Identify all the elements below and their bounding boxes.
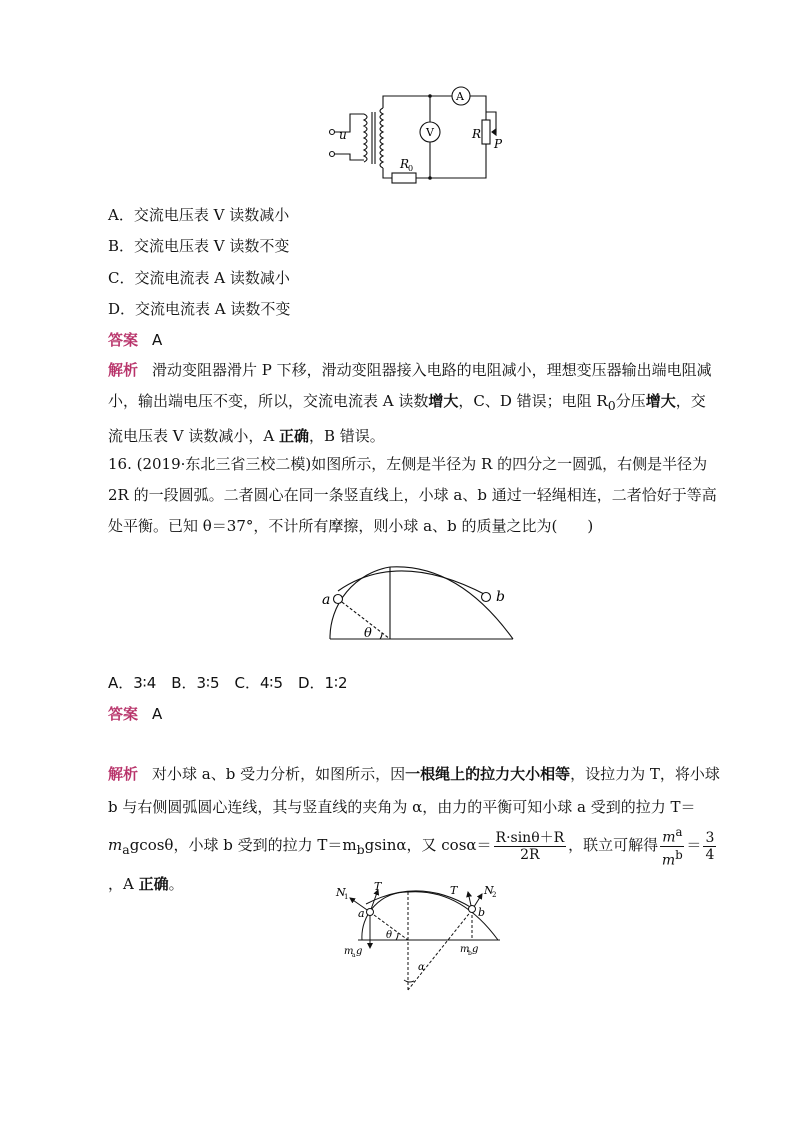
label-mbg: m <box>460 944 470 955</box>
q15-option-a: A．交流电压表 V 读数减小 <box>108 206 290 224</box>
fraction-numerator: 3 <box>705 829 715 846</box>
fraction-sup: b <box>675 847 683 862</box>
arc-figure <box>318 555 518 645</box>
q15-option-d: D．交流电流表 A 读数不变 <box>108 300 291 318</box>
analysis-text: gcosθ，小球 b 受到的拉力 T＝m <box>129 836 357 855</box>
analysis-text: gsinα，又 cosα＝ <box>364 836 492 855</box>
label-mag: m <box>344 946 354 957</box>
q15-analysis <box>108 355 720 452</box>
label-P: P <box>494 137 503 151</box>
label-R: R <box>472 127 482 141</box>
label-alpha: α <box>418 962 425 973</box>
analysis-text: ，B 错误。 <box>309 427 385 445</box>
force-diagram <box>330 880 510 995</box>
analysis-text: ，A <box>108 875 139 894</box>
analysis-sub: b <box>356 842 365 858</box>
label-voltmeter: V <box>426 126 434 139</box>
analysis-label: 解析 <box>108 765 139 783</box>
label-b: b <box>496 589 505 605</box>
label-ammeter: A <box>456 90 464 103</box>
label-u: u <box>339 128 347 142</box>
fraction-mass-ratio <box>660 824 684 868</box>
fraction-denominator: 2R <box>520 846 540 863</box>
label-N2: N <box>484 884 494 897</box>
analysis-text: ，设拉力为 T，将小球 b 与右侧圆弧圆心连线，其与竖直线的夹角为 α，由力的平衡可知小球 a 受到的拉力 T＝ <box>108 765 720 816</box>
analysis-text: ＝ <box>686 836 702 855</box>
fraction-sup: a <box>675 825 683 839</box>
analysis-emphasis: 增大 <box>645 392 676 410</box>
label-T-b: T <box>450 884 458 897</box>
fraction-result <box>703 830 716 863</box>
answer-value: A <box>152 331 163 349</box>
label-mbg-g: g <box>472 944 479 955</box>
fraction-cos-alpha <box>494 830 567 863</box>
analysis-text: 。 <box>168 875 184 894</box>
label-N2-sub: 2 <box>492 891 497 899</box>
label-N1-sub: 1 <box>344 893 349 901</box>
fraction-numerator <box>660 824 684 847</box>
q15-option-b: B．交流电压表 V 读数不变 <box>108 237 290 255</box>
label-theta: θ <box>364 626 372 641</box>
q16-answer <box>108 704 162 724</box>
q15-answer <box>108 330 162 350</box>
analysis-text: m <box>108 836 123 855</box>
fraction-text: m <box>662 829 676 846</box>
analysis-text: ，C、D 错误；电阻 R <box>458 392 608 410</box>
analysis-emphasis: 正确 <box>278 427 309 445</box>
analysis-sub: 0 <box>607 398 616 413</box>
label-theta: θ <box>386 930 393 941</box>
q15-option-c: C．交流电流表 A 读数减小 <box>108 269 290 287</box>
label-mag-sub: a <box>352 952 356 959</box>
label-T-a: T <box>374 880 382 893</box>
label-N1: N <box>336 886 346 899</box>
label-R0-sub: 0 <box>408 164 414 173</box>
answer-label: 答案 <box>108 331 139 349</box>
label-mag-g: g <box>356 946 363 957</box>
label-a: a <box>358 907 365 920</box>
answer-label: 答案 <box>108 705 139 723</box>
analysis-sub: a <box>122 842 130 858</box>
analysis-text: 对小球 a、b 受力分析，如图所示，因 <box>152 765 406 783</box>
analysis-label: 解析 <box>108 361 139 379</box>
label-mbg-sub: b <box>468 950 472 957</box>
analysis-emphasis: 正确 <box>138 875 169 894</box>
fraction-text: m <box>661 852 676 869</box>
analysis-emphasis: 一根绳上的拉力大小相等 <box>405 765 571 783</box>
q16-stem: 16. (2019·东北三省三校二模)如图所示，左侧是半径为 R 的四分之一圆弧，右侧是半径为 2R 的一段圆弧。二者圆心在同一条竖直线上，小球 a、b 通过一轻绳相连，二者恰好于等高处平衡。已知 θ＝37°，不计所有摩擦，则小球 a、b 的质量之比为( ) <box>108 455 717 535</box>
analysis-text: ，联立可解得 <box>568 836 659 855</box>
label-a: a <box>322 592 331 608</box>
fraction-denominator: 4 <box>705 846 715 863</box>
q16-options: A．3∶4 B．3∶5 C．4∶5 D．1∶2 <box>108 674 348 692</box>
label-b: b <box>478 906 486 919</box>
circuit-figure <box>320 82 503 190</box>
fraction-denominator <box>660 847 684 869</box>
label-R0: R <box>400 157 410 171</box>
analysis-text: 分压 <box>615 392 646 410</box>
fraction-numerator: R·sinθ＋R <box>495 829 565 846</box>
analysis-emphasis: 增大 <box>428 392 459 410</box>
analysis-text: ，交流电压表 V 读数减小，A <box>108 392 706 445</box>
answer-value: A <box>152 705 163 723</box>
analysis-text: 滑动变阻器滑片 P 下移，滑动变阻器接入电路的电阻减小，理想变压器输出端电阻减小，输出端电压不变，所以，交流电流表 A 读数 <box>108 361 712 410</box>
